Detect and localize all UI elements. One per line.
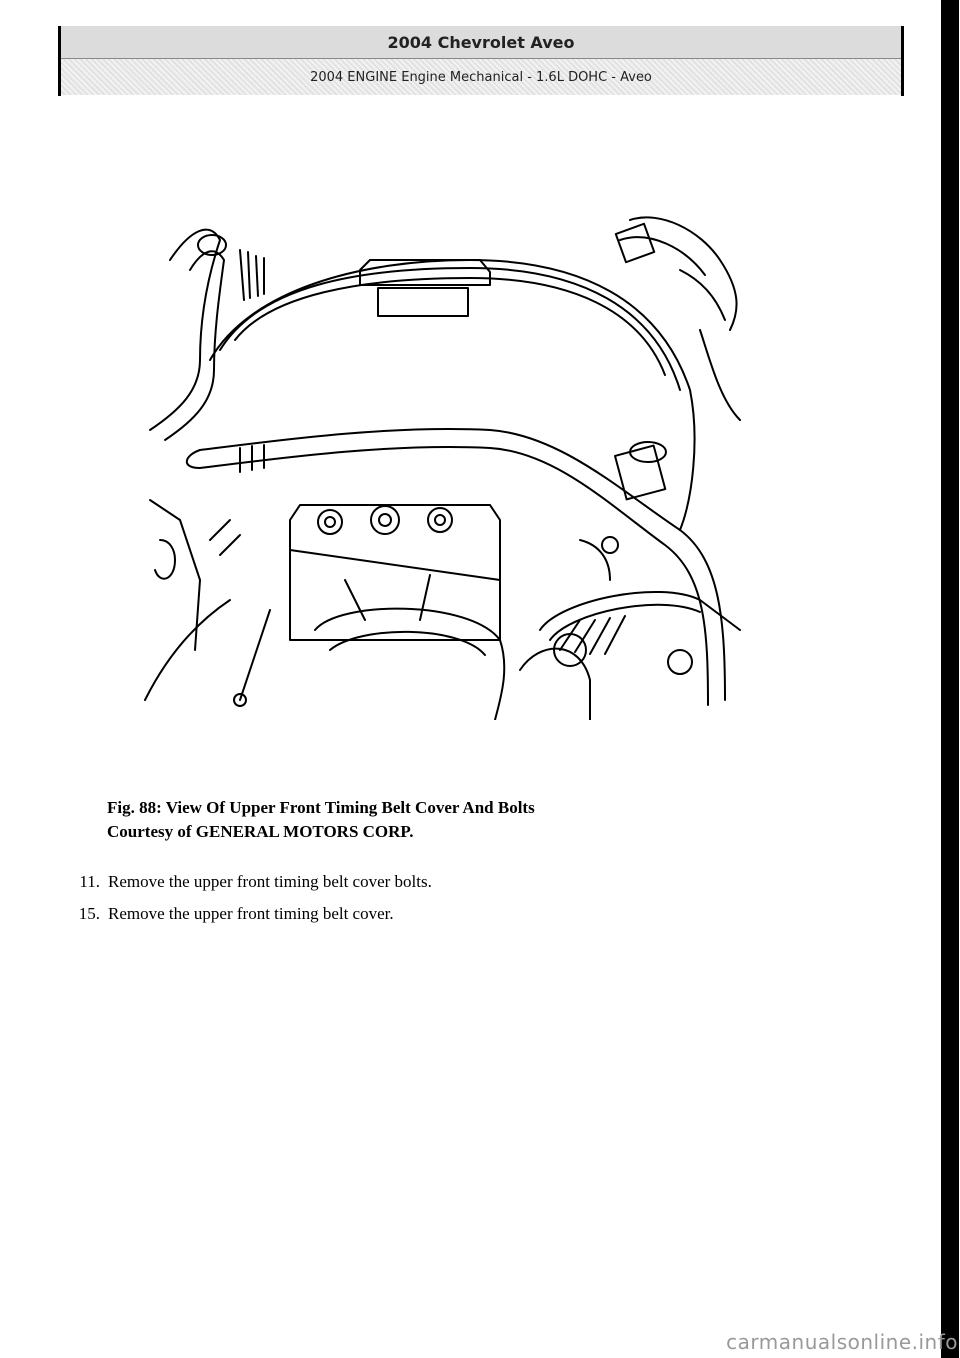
- step-item: [50, 866, 432, 898]
- watermark: carmanualsonline.info: [726, 1330, 958, 1354]
- step-text: Remove the upper front timing belt cover bolts.: [108, 872, 432, 891]
- procedure-steps: [50, 866, 432, 930]
- page-header: [58, 26, 904, 96]
- step-text: Remove the upper front timing belt cover.: [108, 904, 394, 923]
- step-number: 11.: [79, 872, 100, 891]
- caption-title: Fig. 88: View Of Upper Front Timing Belt Cover And Bolts: [107, 798, 535, 817]
- page-edge-rule: [941, 0, 959, 1358]
- figure-caption: [107, 796, 535, 844]
- step-number: 15.: [78, 904, 100, 923]
- step-item: [50, 898, 432, 930]
- engine-illustration: [140, 200, 760, 720]
- header-subtitle: 2004 ENGINE Engine Mechanical - 1.6L DOHC - Aveo: [61, 59, 901, 95]
- header-title: 2004 Chevrolet Aveo: [61, 26, 901, 59]
- caption-credit: Courtesy of GENERAL MOTORS CORP.: [107, 822, 414, 841]
